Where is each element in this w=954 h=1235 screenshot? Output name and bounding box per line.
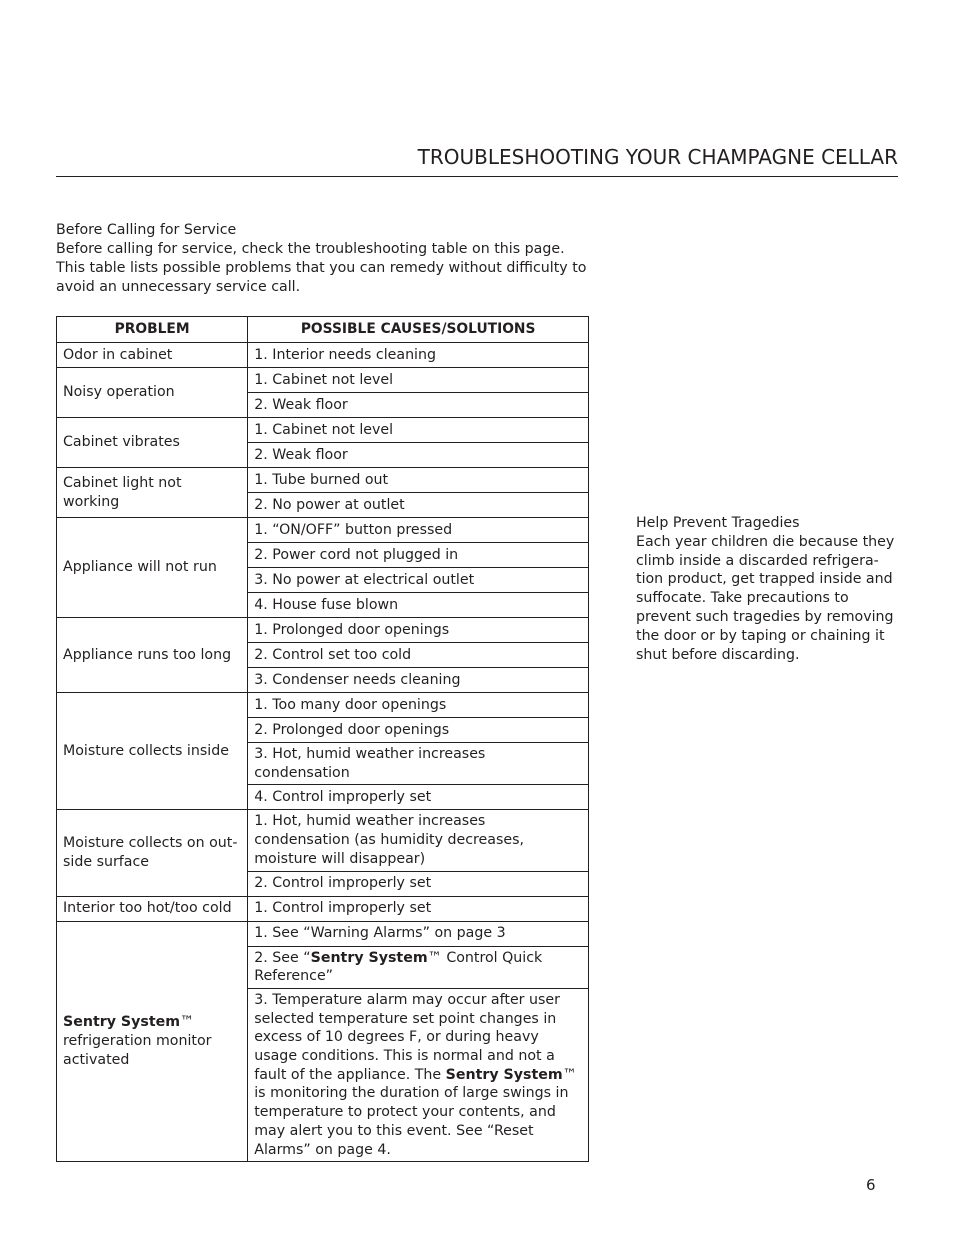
problem-cell: Cabinet light not working bbox=[57, 468, 248, 518]
problem-cell: Appliance will not run bbox=[57, 518, 248, 618]
table-row bbox=[57, 518, 589, 543]
cause-cell: 4. Control improperly set bbox=[248, 785, 589, 810]
cause-cell: 2. Power cord not plugged in bbox=[248, 543, 589, 568]
table-row bbox=[57, 368, 589, 393]
cause-cell: 3. Hot, humid weather increases condensation bbox=[248, 743, 589, 785]
problem-cell: Moisture collects on out-side surface bbox=[57, 810, 248, 896]
trademark-symbol: ™ bbox=[180, 1014, 195, 1031]
cause-cell: 2. Weak floor bbox=[248, 443, 589, 468]
cause-cell: 3. Condenser needs cleaning bbox=[248, 668, 589, 693]
cause-cell-sentry-2 bbox=[248, 946, 589, 988]
cause-cell: 2. Control improperly set bbox=[248, 871, 589, 896]
cause-cell: 1. Cabinet not level bbox=[248, 368, 589, 393]
problem-cell: Odor in cabinet bbox=[57, 343, 248, 368]
sentry-problem-text: refrigeration monitor activated bbox=[63, 1033, 212, 1068]
cause-cell: 1. “ON/OFF” button pressed bbox=[248, 518, 589, 543]
trademark-symbol: ™ bbox=[427, 949, 442, 966]
cause-cell: 3. No power at electrical outlet bbox=[248, 568, 589, 593]
header-causes: POSSIBLE CAUSES/SOLUTIONS bbox=[248, 317, 589, 343]
cause-cell: 2. Prolonged door openings bbox=[248, 718, 589, 743]
problem-cell: Noisy operation bbox=[57, 368, 248, 418]
cause-cell-sentry-3 bbox=[248, 988, 589, 1161]
cause-cell: 2. Weak floor bbox=[248, 393, 589, 418]
cause-text: 3. Temperature alarm may occur after user selected temperature set point changes in excess of 10 degrees F, or during heavy usage conditions. This is normal and not a fault of the appliance. The bbox=[254, 991, 560, 1083]
table-row bbox=[57, 921, 589, 946]
sentry-brand: Sentry System bbox=[445, 1066, 563, 1083]
title-rule bbox=[56, 176, 898, 177]
cause-cell: 1. Too many door openings bbox=[248, 693, 589, 718]
problem-cell: Cabinet vibrates bbox=[57, 418, 248, 468]
table-row bbox=[57, 896, 589, 921]
problem-cell: Interior too hot/too cold bbox=[57, 896, 248, 921]
table-row bbox=[57, 468, 589, 493]
before-calling-heading: Before Calling for Service bbox=[56, 222, 237, 238]
cause-cell: 1. Hot, humid weather increases condensation (as humidity decreases, moisture will disappear) bbox=[248, 810, 589, 871]
before-calling-body: Before calling for service, check the troubleshooting table on this page. This table lists possible problems that you can remedy without difficulty to avoid an unnecessary service call. bbox=[56, 241, 587, 295]
cause-cell: 2. Control set too cold bbox=[248, 643, 589, 668]
table-row bbox=[57, 418, 589, 443]
cause-cell: 1. Cabinet not level bbox=[248, 418, 589, 443]
problem-cell-sentry bbox=[57, 921, 248, 1162]
tragedies-heading: Help Prevent Tragedies bbox=[636, 515, 800, 531]
cause-cell: 1. Tube burned out bbox=[248, 468, 589, 493]
troubleshooting-table bbox=[56, 316, 589, 1162]
cause-text: is monitoring the duration of large swings in temperature to protect your contents, and may alert you to this event. See “Reset Alarms” on page 4. bbox=[254, 1085, 569, 1158]
header-problem: PROBLEM bbox=[57, 317, 248, 343]
sentry-brand: Sentry System bbox=[310, 949, 428, 966]
page-title: TROUBLESHOOTING YOUR CHAMPAGNE CELLAR bbox=[417, 145, 898, 169]
tragedies-section bbox=[636, 514, 904, 664]
table-row bbox=[57, 343, 589, 368]
cause-cell: 4. House fuse blown bbox=[248, 593, 589, 618]
problem-cell: Appliance runs too long bbox=[57, 618, 248, 693]
before-calling-section bbox=[56, 221, 596, 297]
problem-cell: Moisture collects inside bbox=[57, 693, 248, 810]
cause-cell: 1. Prolonged door openings bbox=[248, 618, 589, 643]
cause-cell: 1. See “Warning Alarms” on page 3 bbox=[248, 921, 589, 946]
table-row bbox=[57, 693, 589, 718]
cause-text: 2. See “ bbox=[254, 949, 311, 966]
cause-cell: 1. Control improperly set bbox=[248, 896, 589, 921]
table-row bbox=[57, 810, 589, 871]
table-header-row bbox=[57, 317, 589, 343]
cause-cell: 1. Interior needs cleaning bbox=[248, 343, 589, 368]
trademark-symbol: ™ bbox=[562, 1066, 577, 1083]
tragedies-body: Each year children die because they climb inside a discarded refrigera-tion product, get trapped inside and suffocate. Take precautions to prevent such tragedies by removing the door or by taping or chaining it shut before discarding. bbox=[636, 533, 895, 663]
page-number: 6 bbox=[866, 1176, 876, 1194]
sentry-brand: Sentry System bbox=[63, 1014, 181, 1031]
cause-cell: 2. No power at outlet bbox=[248, 493, 589, 518]
cause-text: Control Quick Reference” bbox=[254, 949, 543, 985]
table-row bbox=[57, 618, 589, 643]
